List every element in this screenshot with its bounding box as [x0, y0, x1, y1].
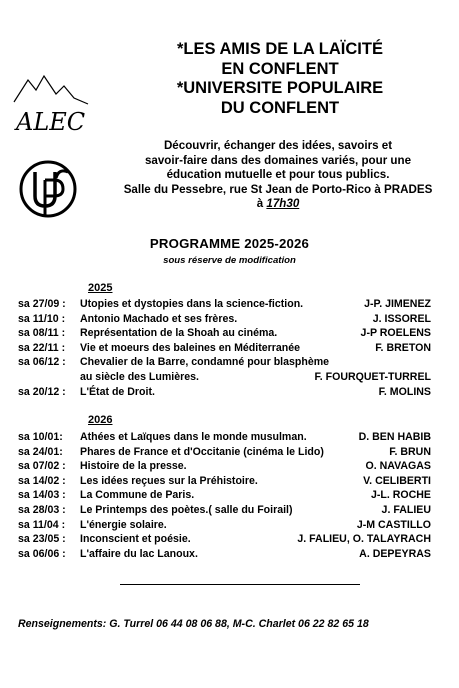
- title-line: *UNIVERSITE POPULAIRE: [176, 79, 384, 97]
- event-title: Représentation de la Shoah au cinéma.: [80, 327, 278, 340]
- event-row: [18, 532, 431, 547]
- programme-subtitle: sous réserve de modification: [163, 255, 296, 266]
- event-title: Antonio Machado et ses frères.: [80, 312, 238, 325]
- event-speaker: J-P ROELENS: [360, 327, 431, 340]
- event-row: [18, 445, 431, 460]
- event-date: sa 24/01:: [18, 445, 63, 458]
- event-row: [18, 503, 431, 518]
- event-title: Utopies et dystopies dans la science-fiction.: [80, 298, 304, 310]
- event-title: Le Printemps des poètes.( salle du Foirail): [80, 503, 293, 516]
- page-title: [130, 40, 430, 118]
- intro-line: Découvrir, échanger des idées, savoirs et: [163, 139, 393, 152]
- meeting-time: 17h30: [266, 197, 300, 211]
- event-speaker: J. FALIEU: [381, 503, 431, 516]
- event-row: [18, 326, 431, 341]
- event-speaker: F. BRETON: [375, 341, 431, 354]
- event-row: [18, 547, 431, 562]
- events-list-2026: [18, 430, 431, 561]
- event-row: [18, 297, 431, 312]
- event-row: [18, 355, 431, 384]
- event-title: La Commune de Paris.: [80, 489, 195, 502]
- divider: [120, 584, 360, 585]
- intro-line: éducation mutuelle et pour tous publics.: [166, 168, 390, 182]
- event-date: sa 07/02 :: [18, 460, 66, 473]
- alec-logo: [12, 66, 92, 138]
- event-row: [18, 518, 431, 533]
- event-date: sa 06/06 :: [18, 547, 66, 560]
- event-speaker: J. ISSOREL: [372, 312, 431, 325]
- events-list-2025: [18, 297, 431, 399]
- event-speaker: F. FOURQUET-TURREL: [314, 370, 431, 383]
- event-date: sa 22/11 :: [18, 341, 66, 354]
- event-date: sa 11/10 :: [18, 312, 66, 325]
- event-title: L'État de Droit.: [80, 385, 155, 398]
- event-date: sa 14/02 :: [18, 474, 66, 487]
- event-row: [18, 474, 431, 489]
- event-title: L'affaire du lac Lanoux.: [80, 547, 198, 560]
- event-title: Vie et moeurs des baleines en Méditerranée: [80, 341, 301, 354]
- intro-line: [104, 197, 452, 212]
- event-date: sa 28/03 :: [18, 503, 66, 516]
- event-speaker: V. CELIBERTI: [363, 474, 431, 487]
- title-line: DU CONFLENT: [220, 98, 340, 117]
- svg-text:ALEC: ALEC: [16, 108, 86, 136]
- event-title: L'énergie solaire.: [80, 518, 167, 531]
- event-title: Chevalier de la Barre, condamné pour blasphème: [80, 356, 330, 369]
- event-date: sa 11/04 :: [18, 518, 66, 531]
- event-date: sa 23/05 :: [18, 533, 66, 546]
- title-line: EN CONFLENT: [221, 59, 339, 78]
- intro-line: savoir-faire dans des domaines variés, pour une: [144, 153, 412, 167]
- event-title-continued: au siècle des Lumières.: [80, 370, 199, 383]
- event-speaker: J-P. JIMENEZ: [364, 298, 431, 310]
- upc-logo: [18, 150, 78, 228]
- event-row: [18, 385, 431, 400]
- event-speaker: F. BRUN: [389, 445, 431, 458]
- intro-line: Salle du Pessebre, rue St Jean de Porto-Rico à PRADES: [123, 182, 433, 196]
- event-date: sa 20/12 :: [18, 385, 66, 398]
- event-row: [18, 430, 431, 445]
- event-date: sa 14/03 :: [18, 489, 66, 502]
- year-heading-2025: 2025: [88, 282, 113, 294]
- event-date: sa 27/09 :: [18, 298, 66, 310]
- event-speaker: J-M CASTILLO: [356, 518, 431, 531]
- event-speaker: F. MOLINS: [378, 385, 431, 398]
- event-speaker: J. FALIEU, O. TALAYRACH: [297, 533, 431, 546]
- event-row: [18, 341, 431, 356]
- event-date: sa 06/12 :: [18, 356, 66, 369]
- event-row: [18, 488, 431, 503]
- event-row: [18, 459, 431, 474]
- contact-info: Renseignements: G. Turrel 06 44 08 06 88, M-C. Charlet 06 22 82 65 18: [18, 618, 369, 630]
- event-speaker: D. BEN HABIB: [358, 431, 431, 443]
- event-speaker: A. DEPEYRAS: [359, 547, 431, 560]
- event-title: Les idées reçues sur la Préhistoire.: [80, 474, 258, 487]
- event-speaker: J-L. ROCHE: [370, 489, 431, 502]
- title-line: *LES AMIS DE LA LAÏCITÉ: [177, 40, 383, 58]
- event-title: Inconscient et poésie.: [80, 533, 191, 546]
- intro-text: [104, 139, 452, 212]
- event-title: Phares de France et d'Occitanie (cinéma le Lido): [80, 445, 324, 458]
- event-speaker: O. NAVAGAS: [365, 460, 431, 473]
- event-date: sa 08/11 :: [18, 327, 66, 340]
- year-heading-2026: 2026: [88, 414, 113, 426]
- event-title: Histoire de la presse.: [80, 460, 187, 473]
- event-date: sa 10/01:: [18, 431, 63, 443]
- intro-prefix: à: [256, 197, 267, 211]
- event-title: Athées et Laïques dans le monde musulman.: [80, 431, 307, 443]
- programme-title: PROGRAMME 2025-2026: [149, 236, 310, 251]
- event-row: [18, 312, 431, 327]
